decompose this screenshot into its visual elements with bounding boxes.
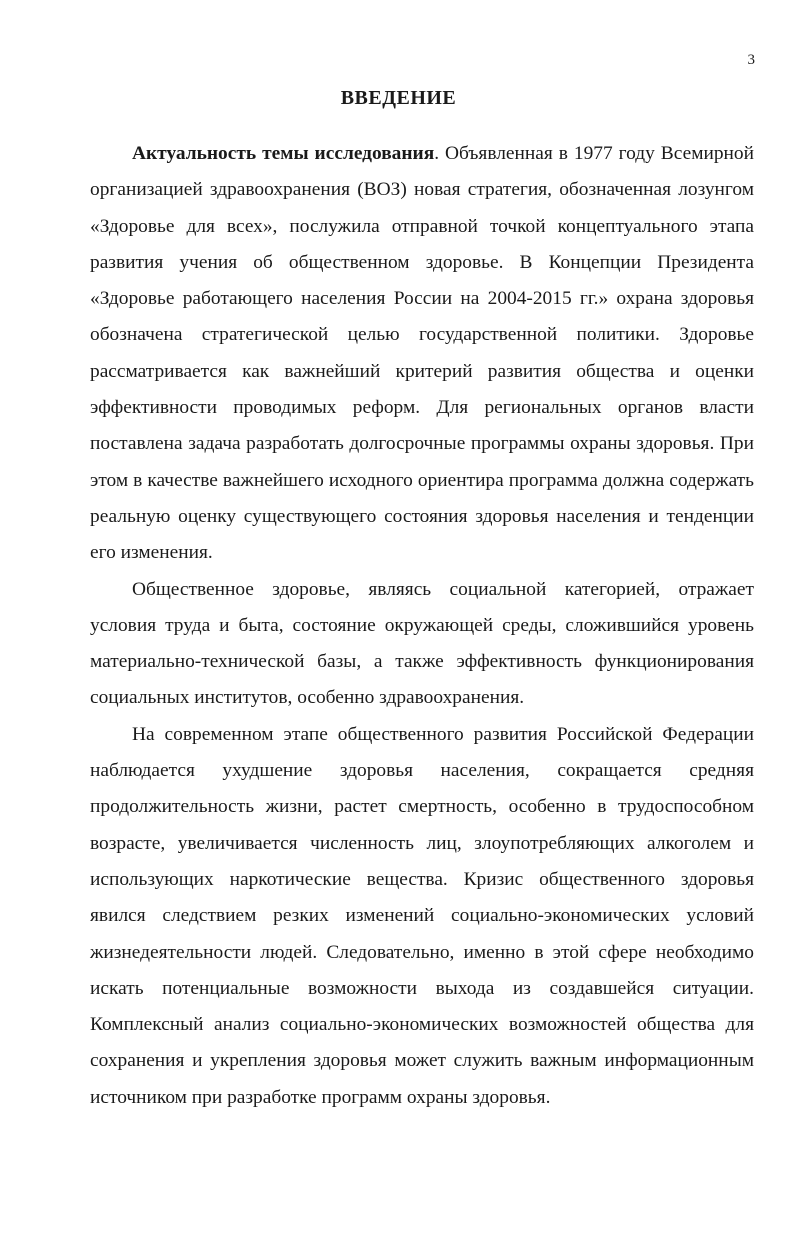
page-number: 3 [747, 52, 755, 68]
paragraph-lead-term: Актуальность темы исследования [132, 143, 435, 164]
page-title: ВВЕДЕНИЕ [340, 87, 457, 110]
document-body [90, 136, 754, 1116]
paragraph-relevance [90, 136, 754, 572]
paragraph-public-health: Общественное здоровье, являясь социальной категорией, отражает условия труда и быта, состояние окружающей среды, сложившийся уровень материально-технической базы, а также эффективность функционирования социальных институтов, особенно здравоохранения. [90, 578, 754, 709]
paragraph-current-stage: На современном этапе общественного развития Российской Федерации наблюдается ухудшение здоровья населения, сокращается средняя продолжительность жизни, растет смертность, особенно в трудоспособном возрасте, увеличивается численность лиц, злоупотребляющих алкоголем и использующих наркотические вещества. Кризис общественного здоровья явился следствием резких изменений социально-экономических условий жизнедеятельности людей. Следовательно, именно в этой сфере необходимо искать потенциальные возможности выхода из создавшейся ситуации. Комплексный анализ социально-экономических возможностей общества для сохранения и укрепления здоровья может служить важным информационным источником при разработке программ охраны здоровья. [90, 723, 754, 1108]
paragraph-text: . Объявленная в 1977 году Всемирной организацией здравоохранения (ВОЗ) новая стратегия, обозначенная лозунгом «Здоровье для всех», послужила отправной точкой концептуального этапа развития учения об общественном здоровье. В Концепции Президента «Здоровье работающего населения России на 2004-2015 гг.» охрана здоровья обозначена стратегической целью государственной политики. Здоровье рассматривается как важнейший критерий развития общества и оценки эффективности проводимых реформ. Для региональных органов власти поставлена задача разработать долгосрочные программы охраны здоровья. При этом в качестве важнейшего исходного ориентира программа должна содержать реальную оценку существующего состояния здоровья населения и тенденции его изменения. [90, 143, 754, 564]
